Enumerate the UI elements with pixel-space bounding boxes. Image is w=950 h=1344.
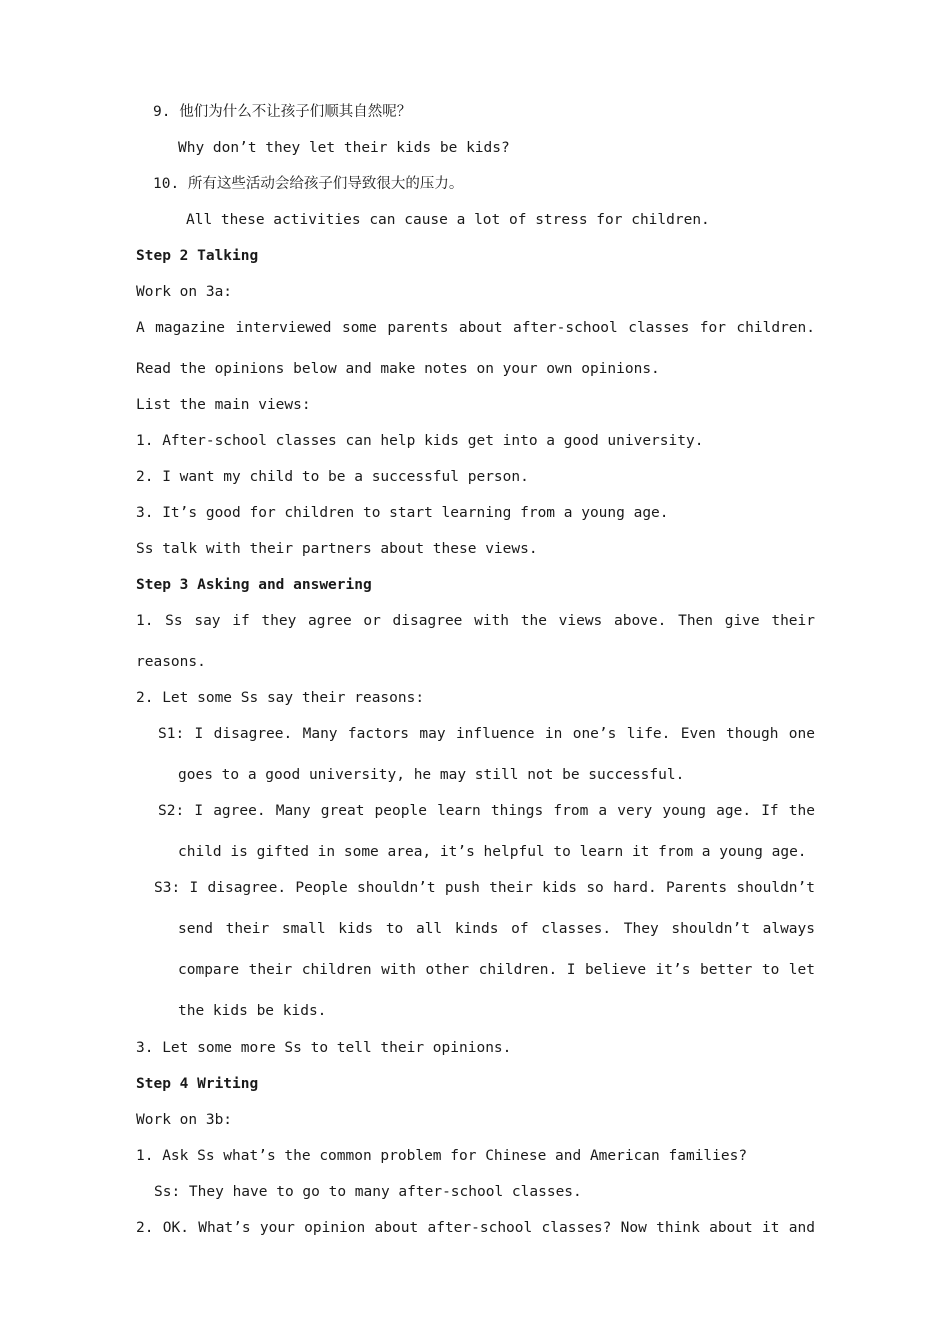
english-sentence-9: Why don’t they let their kids be kids?: [178, 140, 510, 156]
student-answer-continued: compare their children with other children. I believe it’s better to let: [178, 962, 815, 978]
list-heading: List the main views:: [136, 397, 311, 413]
work-on-3a: Work on 3a:: [136, 284, 233, 300]
list-item: 2. I want my child to be a successful person.: [136, 469, 529, 485]
student-answer: Ss: They have to go to many after-school classes.: [154, 1184, 582, 1200]
student-answer-continued: the kids be kids.: [178, 1003, 327, 1019]
list-item: 3. It’s good for children to start learning from a young age.: [136, 505, 669, 521]
step-3-heading: Step 3 Asking and answering: [136, 577, 372, 593]
student-answer-continued: send their small kids to all kinds of classes. They shouldn’t always: [178, 921, 815, 937]
step-4-heading: Step 4 Writing: [136, 1076, 259, 1092]
list-item: 1. After-school classes can help kids get into a good university.: [136, 433, 704, 449]
step-2-heading: Step 2 Talking: [136, 248, 259, 264]
paragraph-line: Read the opinions below and make notes on your own opinions.: [136, 361, 660, 377]
list-item: 2. OK. What’s your opinion about after-school classes? Now think about it and: [136, 1220, 815, 1236]
paragraph-line: A magazine interviewed some parents about after-school classes for children.: [136, 320, 815, 336]
list-item: 3. Let some more Ss to tell their opinions.: [136, 1040, 512, 1056]
student-answer-continued: child is gifted in some area, it’s helpful to learn it from a young age.: [178, 844, 807, 860]
student-answer-s3: S3: I disagree. People shouldn’t push their kids so hard. Parents shouldn’t: [154, 880, 815, 896]
chinese-sentence-9: 9. 他们为什么不让孩子们顺其自然呢？: [153, 104, 412, 120]
list-item: 2. Let some Ss say their reasons:: [136, 690, 425, 706]
english-sentence-10: All these activities can cause a lot of stress for children.: [186, 212, 710, 228]
student-answer-continued: goes to a good university, he may still not be successful.: [178, 767, 685, 783]
list-item: 1. Ask Ss what’s the common problem for Chinese and American families?: [136, 1148, 748, 1164]
student-answer-s2: S2: I agree. Many great people learn things from a very young age. If the: [158, 803, 815, 819]
chinese-sentence-10: 10. 所有这些活动会给孩子们导致很大的压力。: [153, 176, 464, 192]
list-item-continued: reasons.: [136, 654, 206, 670]
student-answer-s1: S1: I disagree. Many factors may influence in one’s life. Even though one: [158, 726, 815, 742]
paragraph-line: Ss talk with their partners about these views.: [136, 541, 538, 557]
list-item: 1. Ss say if they agree or disagree with the views above. Then give their: [136, 613, 815, 629]
work-on-3b: Work on 3b:: [136, 1112, 233, 1128]
